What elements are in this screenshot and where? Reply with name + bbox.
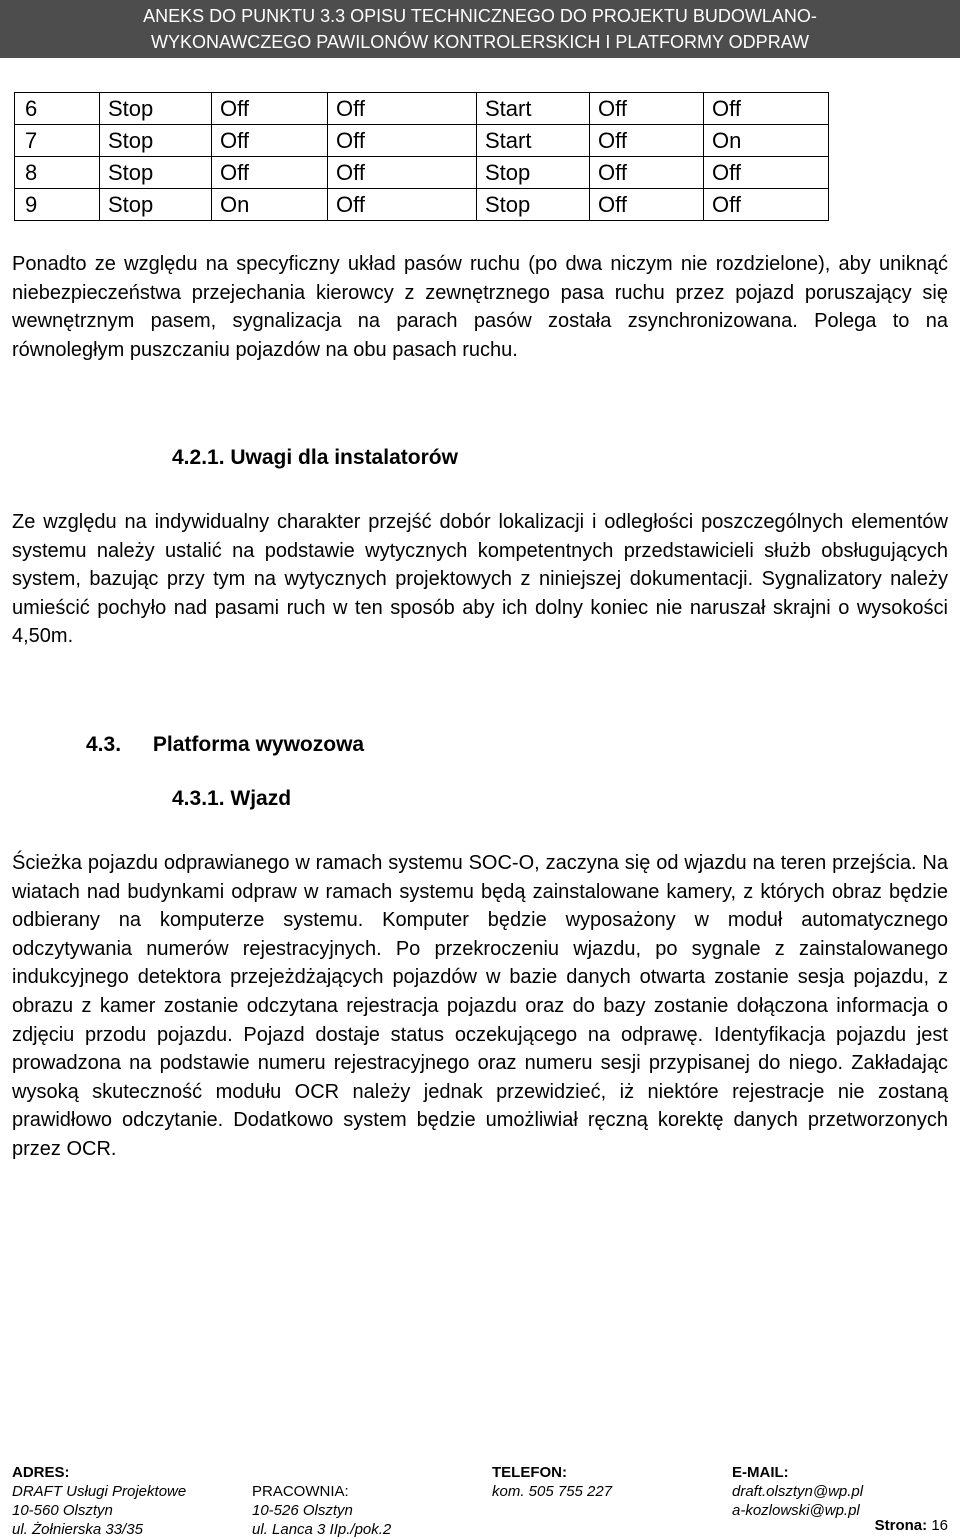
- table-row: [15, 125, 829, 157]
- table-cell: On: [704, 125, 829, 157]
- footer-phone-label: TELEFON:: [492, 1464, 567, 1481]
- table-cell: Off: [212, 93, 328, 125]
- table-cell: Off: [590, 189, 704, 221]
- footer-office: [252, 1482, 391, 1539]
- table-row: [15, 157, 829, 189]
- table-cell: Off: [590, 93, 704, 125]
- table-cell: Off: [212, 125, 328, 157]
- table-cell: Off: [704, 189, 829, 221]
- table-row: [15, 189, 829, 221]
- footer-address: [12, 1463, 186, 1539]
- table-cell: Stop: [477, 157, 590, 189]
- document-footer: [0, 1455, 960, 1539]
- table-cell: Off: [328, 157, 477, 189]
- table-cell: On: [212, 189, 328, 221]
- table-cell-row-number: 7: [15, 125, 100, 157]
- footer-email-label: E-MAIL:: [732, 1464, 789, 1481]
- page-number-value: 16: [931, 1517, 948, 1534]
- heading-4-3-number: 4.3.: [86, 733, 122, 756]
- table-cell: Start: [477, 125, 590, 157]
- table-cell: Start: [477, 93, 590, 125]
- footer-address-line-3: ul. Żołnierska 33/35: [12, 1521, 143, 1538]
- table-cell: Off: [328, 125, 477, 157]
- signal-states-table: [14, 92, 829, 221]
- heading-4-2-1: 4.2.1. Uwagi dla instalatorów: [172, 446, 458, 469]
- footer-phone: [492, 1463, 612, 1501]
- table-cell-row-number: 8: [15, 157, 100, 189]
- paragraph-synchronization: Ponadto ze względu na specyficzny układ pasów ruchu (po dwa niczym nie rozdzielone), aby uniknąć niebezpieczeństwa przejechania kierowcy z zewnętrznego pasa ruchu przez pojazd poruszający się wewnętrznym pasem, sygnalizacja na parach pasów została zsynchronizowana. Polega to na równoległym puszczaniu pojazdów na obu pasach ruchu.: [12, 253, 948, 361]
- table-cell: Off: [328, 93, 477, 125]
- table-row: [15, 93, 829, 125]
- footer-office-line-1: 10-526 Olsztyn: [252, 1502, 353, 1519]
- page-number-label: Strona:: [874, 1517, 928, 1534]
- footer-address-line-1: DRAFT Usługi Projektowe: [12, 1483, 187, 1500]
- page-number: [875, 1516, 948, 1535]
- footer-office-label: PRACOWNIA:: [252, 1483, 349, 1500]
- heading-4-3: [86, 733, 364, 757]
- table-cell: Off: [704, 93, 829, 125]
- table-cell: Stop: [100, 125, 212, 157]
- table-cell: Off: [590, 157, 704, 189]
- table-cell: Off: [212, 157, 328, 189]
- header-line-1: ANEKS DO PUNKTU 3.3 OPISU TECHNICZNEGO DO PROJEKTU BUDOWLANO-: [143, 6, 817, 26]
- heading-4-3-1: 4.3.1. Wjazd: [172, 787, 292, 810]
- footer-email: [732, 1463, 863, 1520]
- table-cell-row-number: 6: [15, 93, 100, 125]
- table-cell: Stop: [477, 189, 590, 221]
- header-line-2: WYKONAWCZEGO PAWILONÓW KONTROLERSKICH I PLATFORMY ODPRAW: [150, 32, 810, 52]
- signal-states-table-body: [15, 93, 829, 221]
- table-cell: Off: [328, 189, 477, 221]
- table-cell: Stop: [100, 93, 212, 125]
- table-cell: Stop: [100, 189, 212, 221]
- footer-address-line-2: 10-560 Olsztyn: [12, 1502, 113, 1519]
- footer-email-2[interactable]: a-kozlowski@wp.pl: [732, 1502, 860, 1519]
- footer-phone-number: kom. 505 755 227: [492, 1483, 613, 1500]
- table-cell-row-number: 9: [15, 189, 100, 221]
- table-cell: Off: [590, 125, 704, 157]
- footer-address-label: ADRES:: [12, 1464, 70, 1481]
- paragraph-entry: Ścieżka pojazdu odprawianego w ramach systemu SOC-O, zaczyna się od wjazdu na teren przejścia. Na wiatach nad budynkami odpraw w ramach systemu będą zainstalowane kamery, z których obraz będzie odbierany na komputerze systemu. Komputer będzie wyposażony w moduł automatycznego odczytywania numerów rejestracyjnych. Po przekroczeniu wjazdu, po sygnale z zainstalowanego indukcyjnego detektora przejeżdżających pojazdów w bazie danych otwarta zostanie sesja pojazdu, z obrazu z kamer zostanie odczytana rejestracja pojazdu oraz do bazy zostanie dołączona informacja o zdjęciu przodu pojazdu. Pojazd dostaje status oczekującego na odprawę. Identyfikacja pojazdu jest prowadzona na podstawie numeru rejestracyjnego oraz numeru sesji przypisanej do niego. Zakładając wysoką skuteczność modułu OCR należy jednak przewidzieć, iż niektóre rejestracje nie zostaną prawidłowo odczytanie. Dodatkowo system będzie umożliwiał ręczną korektę danych przetworzonych przez OCR.: [12, 852, 948, 1160]
- footer-office-line-2: ul. Lanca 3 IIp./pok.2: [252, 1521, 392, 1538]
- table-cell: Off: [704, 157, 829, 189]
- table-cell: Stop: [100, 157, 212, 189]
- paragraph-installer-notes: Ze względu na indywidualny charakter przejść dobór lokalizacji i odległości poszczególnych elementów systemu należy ustalić na podstawie wytycznych kompetentnych przedstawicieli służb obsługujących system, bazując przy tym na wytycznych projektowych z niniejszej dokumentacji. Sygnalizatory należy umieścić pochyło nad pasami ruch w ten sposób aby ich dolny koniec nie naruszał skrajni o wysokości 4,50m.: [12, 511, 948, 648]
- footer-email-1[interactable]: draft.olsztyn@wp.pl: [732, 1483, 864, 1500]
- heading-4-3-title: Platforma wywozowa: [152, 733, 365, 756]
- document-header: [0, 0, 960, 58]
